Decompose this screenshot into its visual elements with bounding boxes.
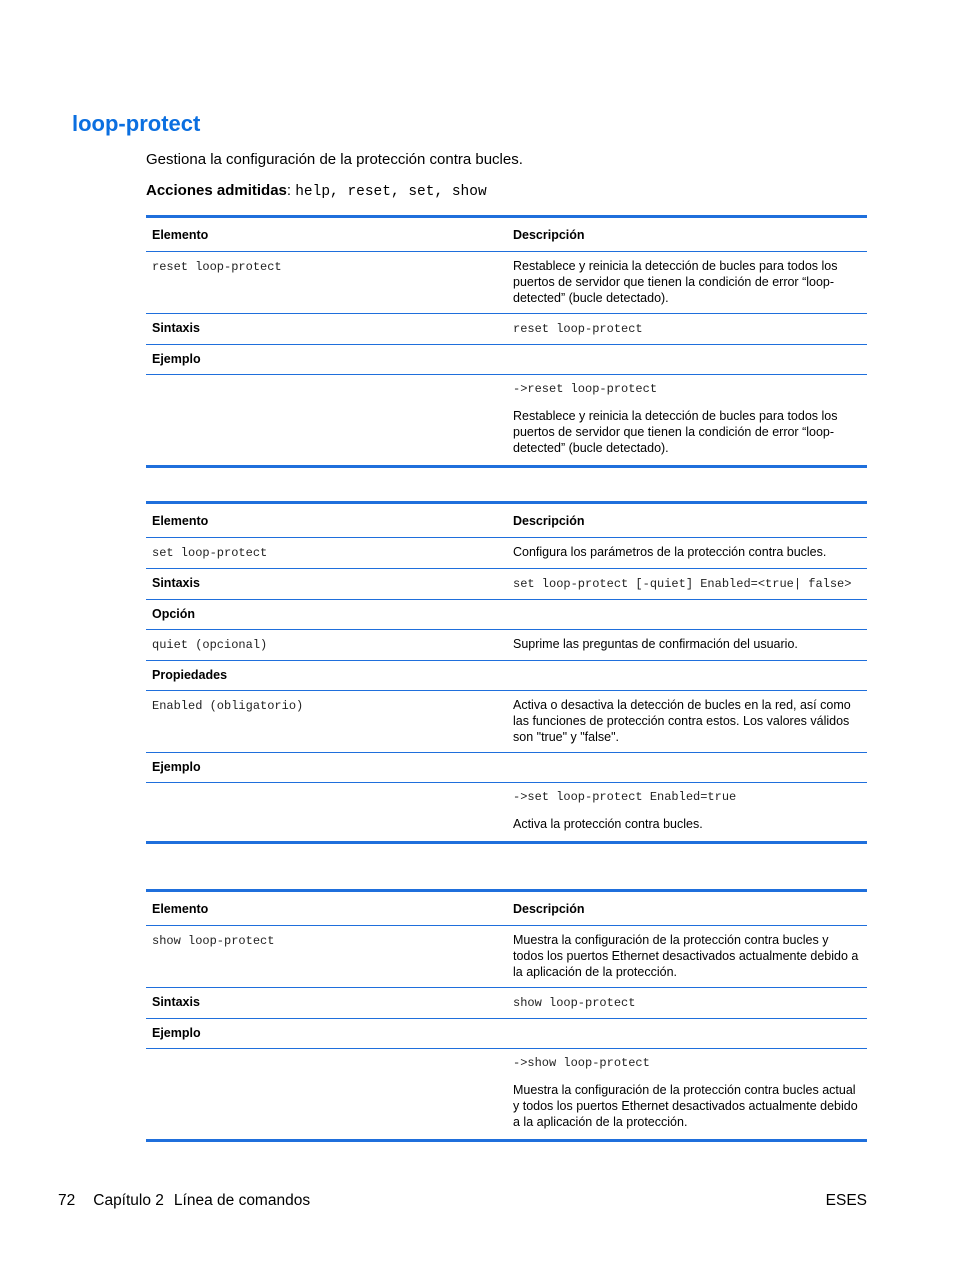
show-command-table [146, 889, 867, 1142]
example-description: Activa la protección contra bucles. [513, 817, 703, 831]
properties-label: Propiedades [146, 661, 507, 691]
command-name: set loop-protect [152, 546, 268, 560]
table-row [146, 783, 867, 843]
command-description: Muestra la configuración de la protección contra bucles y todos los puertos Ethernet desactivados actualmente debido a la aplicación de la protección. [507, 926, 867, 988]
table-row [146, 661, 867, 691]
set-command-table [146, 501, 867, 844]
table-header-row [146, 217, 867, 252]
page-title: loop-protect [72, 111, 201, 136]
chapter-title: Línea de comandos [173, 1192, 311, 1209]
property-name: Enabled (obligatorio) [152, 699, 304, 713]
property-description: Activa o desactiva la detección de bucles en la red, así como las funciones de protección contra estos. Los valores válidos son "true" y "false". [507, 691, 867, 753]
syntax-value: set loop-protect [-quiet] Enabled=<true| false> [513, 577, 852, 591]
table-row [146, 252, 867, 314]
example-code: ->show loop-protect [513, 1056, 650, 1070]
header-element: Elemento [146, 503, 507, 538]
command-description: Restablece y reinicia la detección de bucles para todos los puertos de servidor que tienen la condición de error “loop-detected” (bucle detectado). [507, 252, 867, 314]
command-name: reset loop-protect [152, 260, 282, 274]
table-row [146, 538, 867, 569]
example-label: Ejemplo [146, 345, 507, 375]
page-number: 72 [58, 1192, 76, 1209]
example-code: ->reset loop-protect [513, 382, 658, 396]
table-header-row [146, 503, 867, 538]
table-row [146, 926, 867, 988]
table-header-row [146, 891, 867, 926]
footer-locale: ESES [825, 1192, 867, 1209]
syntax-value: reset loop-protect [513, 322, 643, 336]
footer-left [58, 1192, 310, 1210]
syntax-label: Sintaxis [146, 314, 507, 345]
header-element: Elemento [146, 217, 507, 252]
table-row [146, 1019, 867, 1049]
table-row [146, 569, 867, 600]
table-row [146, 988, 867, 1019]
table-row [146, 600, 867, 630]
example-code: ->set loop-protect Enabled=true [513, 790, 737, 804]
table-row [146, 345, 867, 375]
chapter-number: Capítulo 2 [93, 1192, 164, 1209]
table-row [146, 753, 867, 783]
table-row [146, 630, 867, 661]
option-name: quiet (opcional) [152, 638, 268, 652]
header-description: Descripción [507, 503, 867, 538]
example-description: Restablece y reinicia la detección de bucles para todos los puertos de servidor que tienen la condición de error “loop-detected” (bucle detectado). [513, 409, 838, 455]
reset-command-table [146, 215, 867, 468]
example-description: Muestra la configuración de la protección contra bucles actual y todos los puertos Ethernet desactivados actualmente debido a la aplicación de la protección. [513, 1083, 858, 1129]
syntax-label: Sintaxis [146, 988, 507, 1019]
supported-actions-sep: : [286, 182, 292, 199]
syntax-label: Sintaxis [146, 569, 507, 600]
command-description: Configura los parámetros de la protección contra bucles. [507, 538, 867, 569]
option-label: Opción [146, 600, 507, 630]
table-row [146, 375, 867, 467]
example-label: Ejemplo [146, 1019, 507, 1049]
header-description: Descripción [507, 891, 867, 926]
example-label: Ejemplo [146, 753, 507, 783]
table-row [146, 691, 867, 753]
header-element: Elemento [146, 891, 507, 926]
supported-actions [146, 182, 487, 200]
command-name: show loop-protect [152, 934, 275, 948]
syntax-value: show loop-protect [513, 996, 636, 1010]
table-row [146, 314, 867, 345]
table-row [146, 1049, 867, 1141]
intro-text: Gestiona la configuración de la protección contra bucles. [146, 151, 523, 168]
supported-actions-label: Acciones admitidas [146, 182, 287, 199]
header-description: Descripción [507, 217, 867, 252]
option-description: Suprime las preguntas de confirmación del usuario. [507, 630, 867, 661]
supported-actions-list: help, reset, set, show [295, 184, 487, 200]
